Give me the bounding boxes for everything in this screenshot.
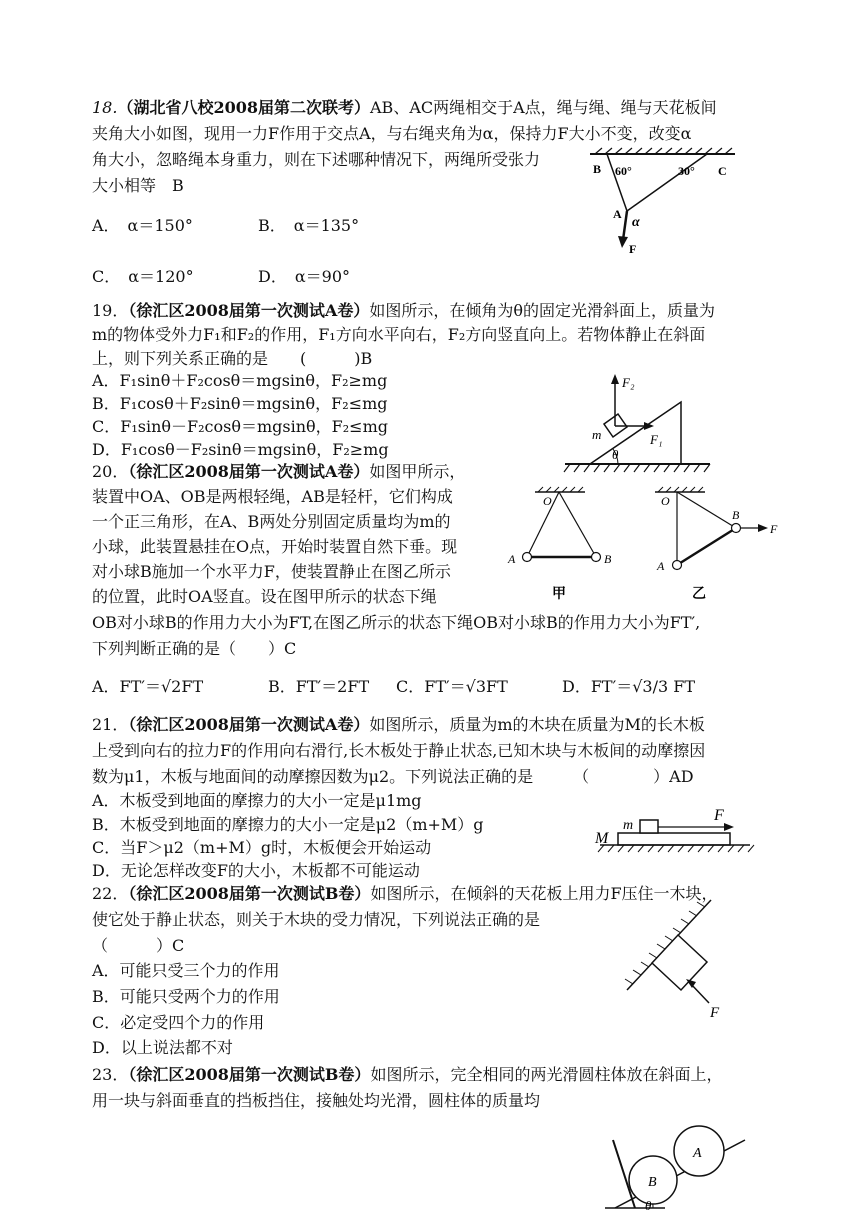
q20-yi-label-a: A	[657, 559, 665, 573]
q18-label-f: F	[629, 242, 637, 256]
q21-label-m: m	[623, 818, 634, 833]
q20-number: 20．	[92, 462, 129, 481]
q22-label-f: F	[710, 1005, 720, 1021]
q20-option-c: C．FT′＝√3FT	[396, 677, 508, 696]
q23-source: （徐汇区2008届第一次测试B卷）	[128, 1065, 371, 1084]
q19-number: 19．	[92, 301, 129, 320]
q20-line-2: 装置中OA、OB是两根轻绳，AB是轻杆，它们构成	[92, 487, 453, 506]
q21-number: 21．	[92, 715, 129, 734]
q21-line-2: 上受到向右的拉力F的作用向右滑行,长木板处于静止状态,已知木块与木板间的动摩擦因	[92, 741, 706, 760]
q18-angle-60: 60°	[615, 164, 632, 178]
q23-figure	[605, 1120, 750, 1212]
q23-label-b: B	[648, 1175, 657, 1190]
q21-option-a: A．木板受到地面的摩擦力的大小一定是μ1mg	[92, 791, 422, 810]
q18-line-3: 角大小，忽略绳本身重力，则在下述哪种情况下，两绳所受张力	[92, 150, 541, 169]
q22-option-a: A．可能只受三个力的作用	[92, 961, 280, 980]
q20-jia-label-o: O	[543, 494, 552, 508]
q20-figure	[500, 485, 790, 605]
q21-figure	[590, 805, 760, 855]
q22-text-1: 如图所示，在倾斜的天花板上用力F压住一木块，	[370, 884, 718, 903]
q20-option-a: A．FT′＝√2FT	[92, 677, 204, 696]
q19-option-b: B．F₁cosθ＋F₂sinθ＝mgsinθ，F₂≤mg	[92, 394, 388, 413]
q21-option-b: B．木板受到地面的摩擦力的大小一定是μ2（m+M）g	[92, 815, 484, 834]
q23-number: 23．	[92, 1065, 129, 1084]
q23-text-1: 如图所示，完全相同的两光滑圆柱体放在斜面上，	[370, 1065, 723, 1084]
q21-option-c: C．当F＞μ2（m+M）g时，木板便会开始运动	[92, 838, 432, 857]
q19-line-2: m的物体受外力F₁和F₂的作用，F₁方向水平向右，F₂方向竖直向上。若物体静止在斜面	[92, 325, 706, 344]
q19-label-f1: F₁	[650, 432, 663, 447]
q19-option-d: D．F₁cosθ－F₂sinθ＝mgsinθ，F₂≥mg	[92, 440, 389, 459]
q20-option-b: B．FT′＝2FT	[268, 677, 370, 696]
q20-label-jia: 甲	[552, 587, 566, 602]
q19-option-c: C．F₁sinθ－F₂cosθ＝mgsinθ，F₂≤mg	[92, 417, 388, 436]
q19-option-a: A．F₁sinθ＋F₂cosθ＝mgsinθ，F₂≥mg	[92, 371, 388, 390]
q20-yi-label-f: F	[770, 522, 778, 536]
q19-line-1	[92, 300, 715, 322]
q23-label-theta: θ	[645, 1198, 652, 1213]
q20-yi-label-o: O	[661, 494, 670, 508]
q18-option-a: A． α＝150°	[92, 216, 193, 235]
q22-option-b: B．可能只受两个力的作用	[92, 987, 280, 1006]
q20-yi-label-b: B	[732, 508, 740, 522]
q20-line-5: 对小球B施加一个水平力F，使装置静止在图乙所示	[92, 562, 451, 581]
q22-option-d: D．以上说法都不对	[92, 1038, 233, 1057]
q18-label-b: B	[593, 162, 602, 176]
q18-option-c: C． α＝120°	[92, 267, 194, 286]
q18-label-alpha: α	[632, 215, 640, 230]
q19-label-f2: F₂	[622, 375, 635, 390]
q18-line-2: 夹角大小如图，现用一力F作用于交点A，与右绳夹角为α，保持力F大小不变，改变α	[92, 124, 692, 143]
q20-jia-label-b: B	[604, 552, 612, 566]
q20-source: （徐汇区2008届第一次测试A卷）	[128, 462, 370, 481]
q20-jia-label-a: A	[508, 552, 516, 566]
q21-text-1: 如图所示，质量为m的木块在质量为M的长木板	[369, 715, 705, 734]
q19-label-theta: θ	[612, 447, 619, 462]
q18-number: 18.	[92, 98, 118, 117]
q21-label-big-m: M	[595, 830, 609, 847]
q20-line-4: 小球，此装置悬挂在O点，开始时装置自然下垂。现	[92, 537, 458, 556]
q23-line-1	[92, 1064, 722, 1086]
q19-text-1: 如图所示，在倾角为θ的固定光滑斜面上，质量为	[369, 301, 715, 320]
q18-source: （湖北省八校2008届第二次联考）	[117, 98, 370, 117]
q18-text-1: AB、AC两绳相交于A点，绳与绳、绳与天花板间	[370, 98, 717, 117]
q23-label-a: A	[693, 1146, 702, 1161]
q18-label-c: C	[718, 164, 727, 178]
q22-line-3: （ ）C	[92, 936, 185, 955]
q18-figure	[585, 148, 740, 258]
q19-source: （徐汇区2008届第一次测试A卷）	[128, 301, 370, 320]
q18-line-4: 大小相等 B	[92, 176, 184, 195]
q22-option-c: C．必定受四个力的作用	[92, 1013, 265, 1032]
q20-line-7: OB对小球B的作用力大小为FT,在图乙所示的状态下绳OB对小球B的作用力大小为FT′,	[92, 613, 701, 632]
q20-label-yi: 乙	[692, 587, 706, 602]
q22-number: 22．	[92, 884, 129, 903]
q21-option-d: D．无论怎样改变F的大小，木板都不可能运动	[92, 861, 420, 880]
q20-line-8: 下列判断正确的是（ ）C	[92, 639, 297, 658]
q23-line-2: 用一块与斜面垂直的挡板挡住，接触处均光滑，圆柱体的质量均	[92, 1091, 541, 1110]
q19-line-3: 上，则下列关系正确的是 ( )B	[92, 349, 373, 368]
q18-option-d: D． α＝90°	[258, 267, 350, 286]
q22-source: （徐汇区2008届第一次测试B卷）	[128, 884, 371, 903]
q20-line-3: 一个正三角形，在A、B两处分别固定质量均为m的	[92, 512, 451, 531]
q18-angle-30: 30°	[678, 164, 695, 178]
q22-line-2: 使它处于静止状态，则关于木块的受力情况，下列说法正确的是	[92, 910, 541, 929]
q20-line-1	[92, 461, 465, 483]
q22-figure	[615, 895, 730, 1020]
q21-line-3: 数为μ1，木板与地面间的动摩擦因数为μ2。下列说法正确的是 （ ）AD	[92, 767, 694, 786]
q18-line-1	[92, 97, 717, 119]
q21-source: （徐汇区2008届第一次测试A卷）	[128, 715, 370, 734]
q18-label-a: A	[613, 207, 622, 221]
q20-text-1: 如图甲所示，	[369, 462, 466, 481]
q19-figure	[560, 372, 720, 477]
q19-label-m: m	[592, 427, 602, 442]
q20-line-6: 的位置，此时OA竖直。设在图甲所示的状态下绳	[92, 587, 437, 606]
q18-option-b: B． α＝135°	[258, 216, 360, 235]
q21-label-f: F	[714, 807, 724, 824]
q21-line-1	[92, 714, 705, 736]
q20-option-d: D．FT′＝√3/3 FT	[562, 677, 696, 696]
